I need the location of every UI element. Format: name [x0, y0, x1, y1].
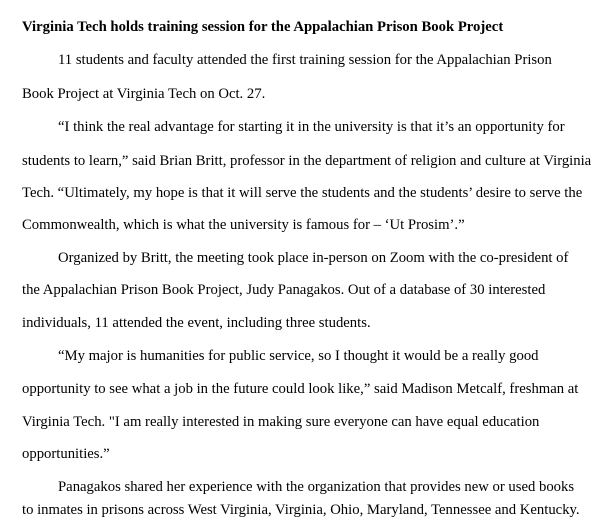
paragraph-3-line-3: individuals, 11 attended the event, including three students.	[22, 315, 371, 331]
paragraph-3-line-1: Organized by Britt, the meeting took place in-person on Zoom with the co-president of	[58, 250, 569, 266]
paragraph-3-line-2: the Appalachian Prison Book Project, Judy Panagakos. Out of a database of 30 interested	[22, 282, 546, 298]
paragraph-1-line-1: 11 students and faculty attended the first training session for the Appalachian Prison	[58, 52, 552, 68]
paragraph-2-line-4: Commonwealth, which is what the university is famous for – ‘Ut Prosim’.”	[22, 217, 465, 233]
article-headline: Virginia Tech holds training session for the Appalachian Prison Book Project	[22, 19, 504, 35]
paragraph-2-line-1: “I think the real advantage for starting it in the university is that it’s an opportunity for	[58, 119, 565, 135]
paragraph-4-line-1: “My major is humanities for public service, so I thought it would be a really good	[58, 348, 539, 364]
paragraph-5-line-2: to inmates in prisons across West Virginia, Virginia, Ohio, Maryland, Tennessee and Kentucky.	[22, 502, 580, 518]
paragraph-4-line-3: Virginia Tech. "I am really interested in making sure everyone can have equal education	[22, 414, 540, 430]
paragraph-2-line-3: Tech. “Ultimately, my hope is that it will serve the students and the students’ desire to serve the	[22, 185, 583, 201]
paragraph-2-line-2: students to learn,” said Brian Britt, professor in the department of religion and culture at Virginia	[22, 153, 592, 169]
paragraph-1-line-2: Book Project at Virginia Tech on Oct. 27.	[22, 86, 266, 102]
paragraph-4-line-4: opportunities.”	[22, 446, 110, 462]
paragraph-5-line-1: Panagakos shared her experience with the organization that provides new or used books	[58, 479, 575, 495]
paragraph-4-line-2: opportunity to see what a job in the future could look like,” said Madison Metcalf, freshman at	[22, 381, 579, 397]
